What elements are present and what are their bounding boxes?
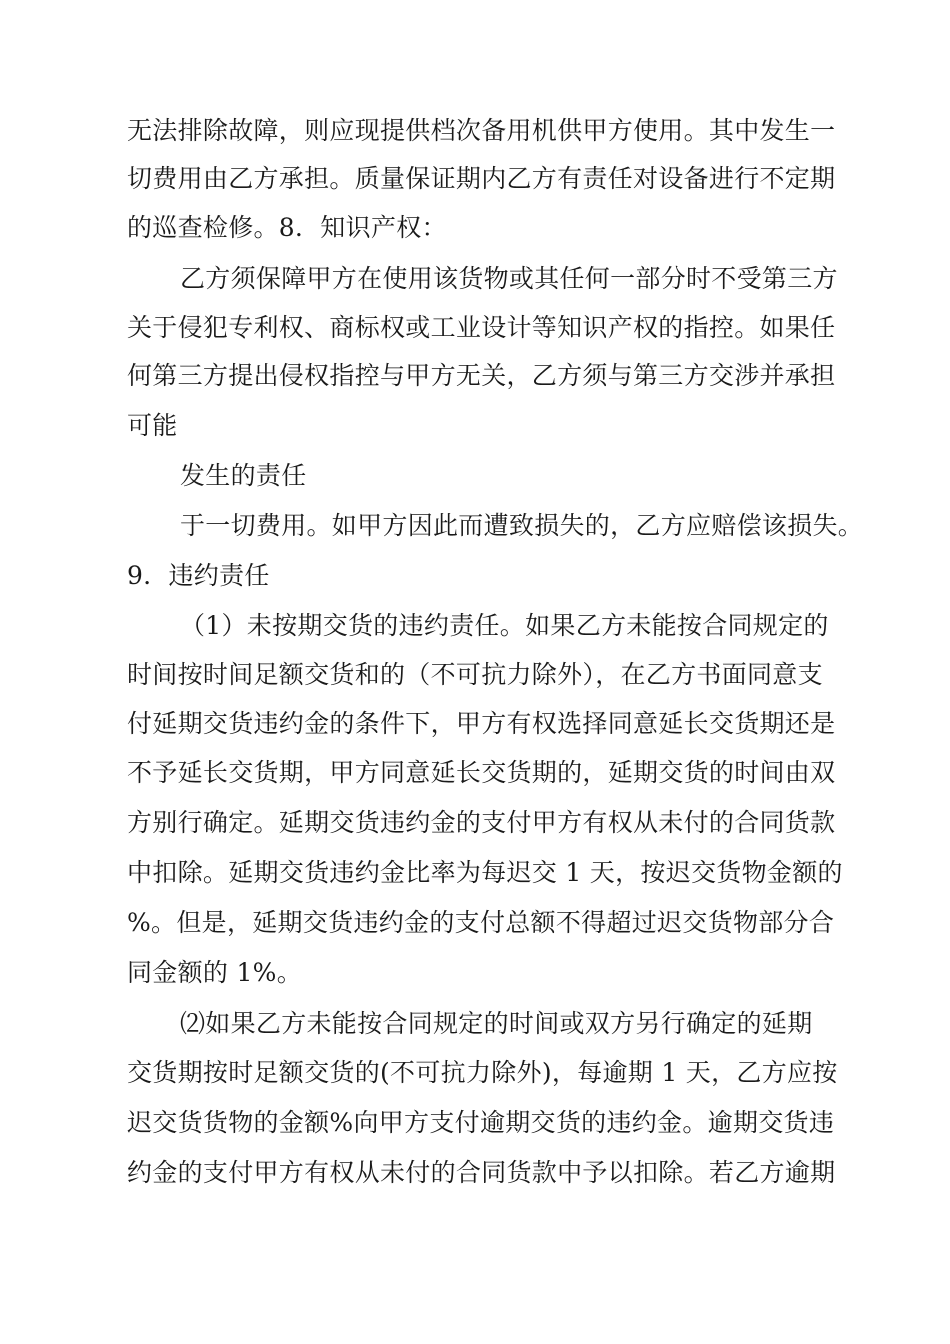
text-line: 交货期按时足额交货的(不可抗力除外)，每逾期 1 天，乙方应按 — [127, 1058, 838, 1087]
text-line: 发生的责任 — [180, 461, 307, 490]
text-line: 约金的支付甲方有权从未付的合同货款中予以扣除。若乙方逾期 — [127, 1158, 836, 1187]
text-line: 时间按时间足额交货和的（不可抗力除外），在乙方书面同意支 — [127, 660, 823, 689]
text-line: 不予延长交货期，甲方同意延长交货期的，延期交货的时间由双 — [127, 758, 836, 787]
text-line: 关于侵犯专利权、商标权或工业设计等知识产权的指控。如果任 — [127, 313, 836, 342]
text-line: 迟交货货物的金额%向甲方支付逾期交货的违约金。逾期交货违 — [127, 1108, 835, 1137]
text-line: 付延期交货违约金的条件下，甲方有权选择同意延长交货期还是 — [127, 709, 836, 738]
text-line: （1）未按期交货的违约责任。如果乙方未能按合同规定的 — [180, 611, 829, 640]
text-line: 9．违约责任 — [127, 561, 270, 590]
text-line: 的巡查检修。8．知识产权： — [127, 213, 447, 242]
text-line: 中扣除。延期交货违约金比率为每迟交 1 天，按迟交货物金额的 — [127, 858, 843, 887]
text-line: 于一切费用。如甲方因此而遭致损失的，乙方应赔偿该损失。 — [180, 511, 864, 540]
text-line: 方别行确定。延期交货违约金的支付甲方有权从未付的合同货款 — [127, 808, 836, 837]
text-line: 乙方须保障甲方在使用该货物或其任何一部分时不受第三方 — [180, 264, 838, 293]
text-line: ⑵如果乙方未能按合同规定的时间或双方另行确定的延期 — [180, 1009, 813, 1038]
text-line: 同金额的 1%。 — [127, 958, 303, 987]
text-line: %。但是，延期交货违约金的支付总额不得超过迟交货物部分合 — [127, 908, 835, 937]
text-line: 何第三方提出侵权指控与甲方无关，乙方须与第三方交涉并承担 — [127, 361, 836, 390]
text-line: 切费用由乙方承担。质量保证期内乙方有责任对设备进行不定期 — [127, 164, 836, 193]
text-line: 无法排除故障，则应现提供档次备用机供甲方使用。其中发生一 — [127, 116, 836, 145]
text-line: 可能 — [127, 411, 178, 440]
